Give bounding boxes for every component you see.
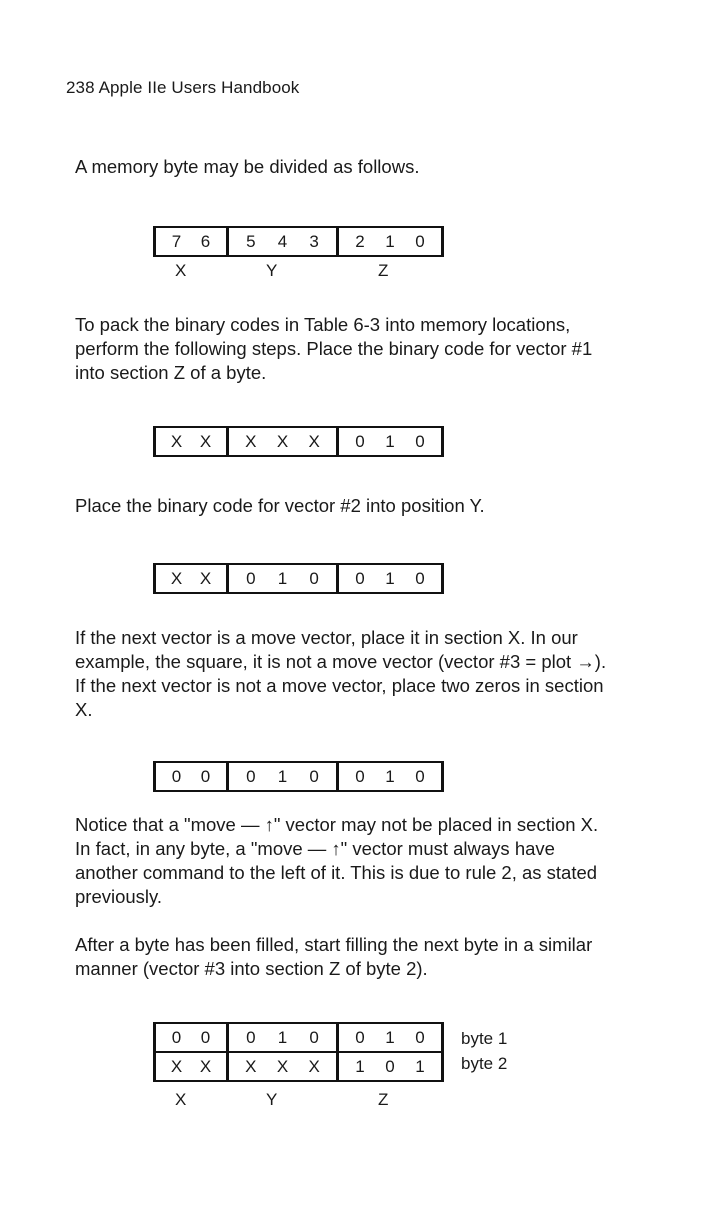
- text-line: into section Z of a byte.: [75, 362, 267, 383]
- bit: 2: [355, 231, 365, 251]
- byte-1-row: [153, 1022, 444, 1053]
- byte-row: [153, 563, 444, 594]
- text-line: manner (vector #3 into section Z of byte 2).: [75, 958, 428, 979]
- section-x-cell: [153, 426, 226, 457]
- section-z-cell: [336, 426, 444, 457]
- section-labels: [153, 257, 444, 281]
- text-line: If the next vector is a move vector, place it in section X. In our: [75, 627, 578, 648]
- bit: 5: [246, 231, 256, 251]
- section-y-cell: [226, 1053, 336, 1082]
- bit: 0: [415, 431, 425, 451]
- section-z-cell: [336, 226, 444, 257]
- byte-2-label: byte 2: [461, 1054, 508, 1073]
- bit: 1: [277, 1027, 288, 1047]
- text-line: previously.: [75, 886, 163, 907]
- label-z: Z: [378, 1090, 389, 1109]
- paragraph-next-byte: [75, 933, 657, 981]
- paragraph-pack-steps: [75, 313, 657, 385]
- bit: 4: [277, 231, 288, 251]
- bit: X: [199, 568, 212, 588]
- bit: 1: [277, 766, 288, 786]
- label-y: Y: [266, 261, 278, 280]
- bit: 1: [415, 1056, 425, 1076]
- section-y-cell: [226, 426, 336, 457]
- text-line: If the next vector is not a move vector, place two zeros in section: [75, 675, 604, 696]
- bit: X: [245, 431, 257, 451]
- label-x: X: [175, 261, 187, 280]
- bit: 1: [385, 1027, 395, 1047]
- bit: 0: [246, 766, 256, 786]
- paragraph-notice: [75, 813, 657, 909]
- label-x: X: [175, 1090, 187, 1109]
- text-line: To pack the binary codes in Table 6-3 into memory locations,: [75, 314, 571, 335]
- bit: 0: [171, 1027, 182, 1047]
- bit: X: [245, 1056, 257, 1076]
- label-z: Z: [378, 261, 389, 280]
- section-x-cell: [153, 563, 226, 594]
- text-line: A memory byte may be divided as follows.: [75, 156, 420, 177]
- byte-diagram-two-bytes: [153, 1022, 444, 1112]
- bit: 0: [355, 568, 365, 588]
- section-x-cell: [153, 1022, 226, 1053]
- bit: 0: [171, 766, 182, 786]
- byte-diagram-zeros-in-x: [153, 761, 444, 792]
- section-y-cell: [226, 761, 336, 792]
- text-line: In fact, in any byte, a "move — ↑" vector must always have: [75, 838, 555, 859]
- section-z-cell: [336, 1053, 444, 1082]
- byte-diagram-bit-positions: [153, 226, 444, 281]
- byte-1-label: byte 1: [461, 1029, 508, 1048]
- running-header: [66, 78, 299, 98]
- bit: X: [199, 1056, 212, 1076]
- section-x-cell: [153, 226, 226, 257]
- bit: 0: [415, 231, 425, 251]
- bit: 0: [246, 1027, 256, 1047]
- bit: 0: [309, 1027, 319, 1047]
- bit: X: [170, 431, 183, 451]
- text-line: X.: [75, 699, 93, 720]
- text-line: After a byte has been filled, start filling the next byte in a similar: [75, 934, 593, 955]
- text-line: Place the binary code for vector #2 into position Y.: [75, 495, 485, 516]
- bit: 0: [355, 1027, 365, 1047]
- section-y-cell: [226, 226, 336, 257]
- section-z-cell: [336, 761, 444, 792]
- bit: 1: [385, 766, 395, 786]
- bit: X: [276, 431, 289, 451]
- section-labels: [153, 1082, 444, 1112]
- paragraph-move-vector: [75, 626, 657, 722]
- section-x-cell: [153, 761, 226, 792]
- bit: X: [170, 568, 183, 588]
- bit: 0: [415, 1027, 425, 1047]
- bit: 0: [200, 766, 211, 786]
- bit: 3: [309, 231, 319, 251]
- bit: 0: [309, 568, 319, 588]
- bit: 0: [355, 431, 365, 451]
- section-x-cell: [153, 1053, 226, 1082]
- paragraph-intro: [75, 155, 657, 179]
- bit: 0: [355, 766, 365, 786]
- byte-2-row: [153, 1053, 444, 1082]
- text-line: example, the square, it is not a move vector (vector #3 = plot →).: [75, 651, 607, 672]
- text-line: Notice that a "move — ↑" vector may not be placed in section X.: [75, 814, 599, 835]
- bit: X: [170, 1056, 183, 1076]
- page-number: 238: [66, 78, 95, 97]
- bit: 0: [309, 766, 319, 786]
- bit: 0: [246, 568, 256, 588]
- byte-row: [153, 426, 444, 457]
- bit: 1: [277, 568, 288, 588]
- bit: 0: [415, 766, 425, 786]
- text-line: another command to the left of it. This is due to rule 2, as stated: [75, 862, 598, 883]
- bit: 0: [200, 1027, 211, 1047]
- bit: 6: [200, 231, 211, 251]
- bit: 1: [385, 568, 395, 588]
- bit: 1: [385, 431, 395, 451]
- section-y-cell: [226, 1022, 336, 1053]
- bit: 1: [385, 231, 395, 251]
- bit: X: [199, 431, 212, 451]
- paragraph-vector-2: [75, 494, 657, 518]
- section-z-cell: [336, 1022, 444, 1053]
- byte-diagram-vector-1: [153, 426, 444, 457]
- bit: 7: [171, 231, 182, 251]
- section-y-cell: [226, 563, 336, 594]
- book-title: Apple IIe Users Handbook: [98, 78, 300, 97]
- text-line: perform the following steps. Place the binary code for vector #1: [75, 338, 593, 359]
- bit: 0: [385, 1056, 395, 1076]
- bit: 0: [415, 568, 425, 588]
- bit: X: [308, 431, 320, 451]
- byte-row: [153, 761, 444, 792]
- byte-diagram-vector-2: [153, 563, 444, 594]
- section-z-cell: [336, 563, 444, 594]
- bit: 1: [355, 1056, 365, 1076]
- bit: X: [308, 1056, 320, 1076]
- bit: X: [276, 1056, 289, 1076]
- byte-row: [153, 226, 444, 257]
- label-y: Y: [266, 1090, 278, 1109]
